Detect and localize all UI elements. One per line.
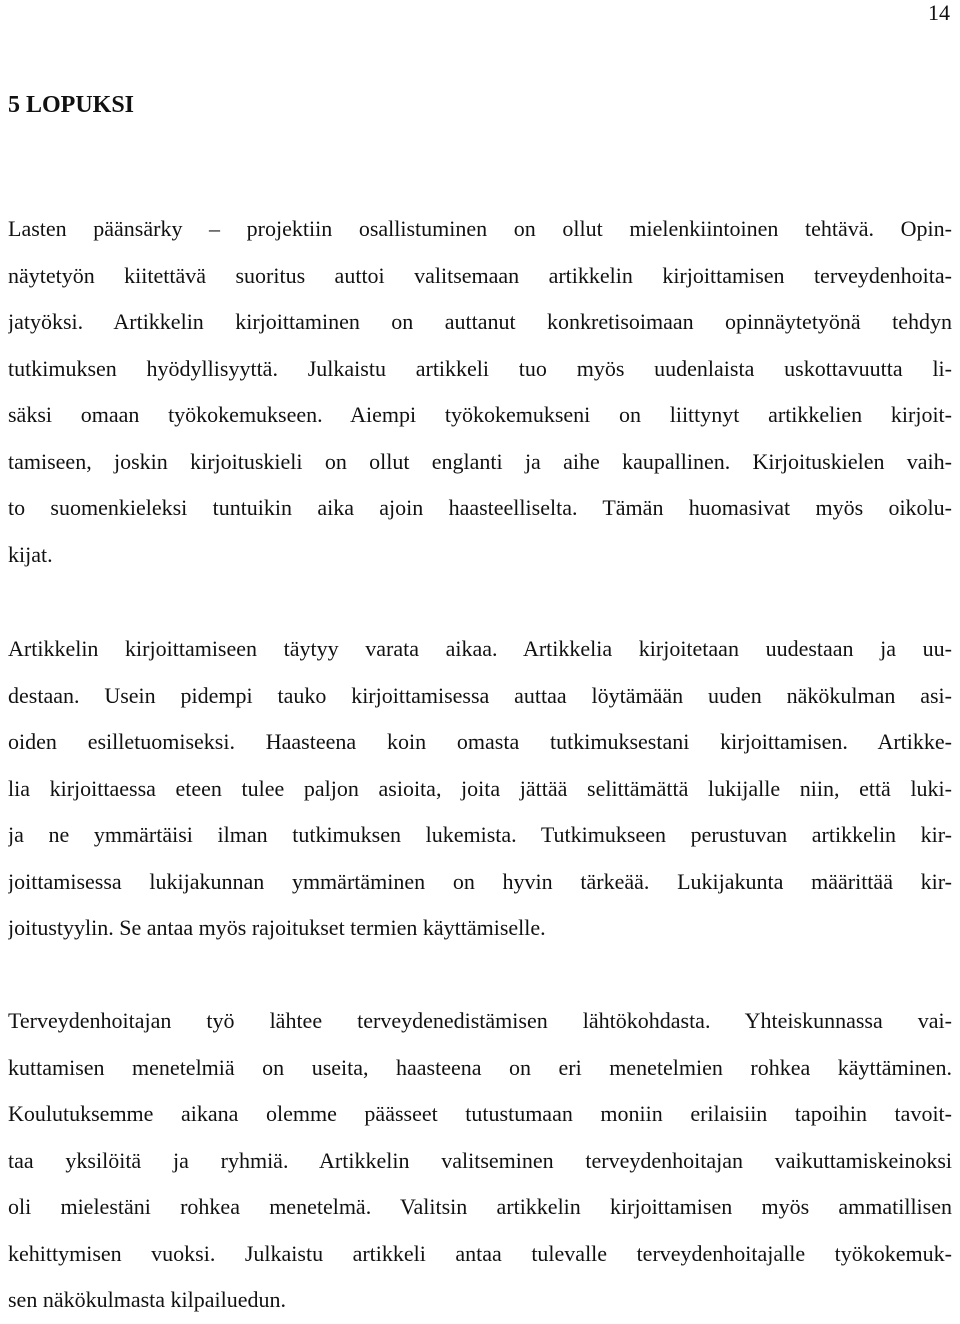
text-line: ja ne ymmärtäisi ilman tutkimuksen lukemista. Tutkimukseen perustuvan artikkelin kir- (8, 822, 952, 847)
text-line: lia kirjoittaessa eteen tulee paljon asioita, joita jättää selittämättä lukijalle niin, että luki- (8, 775, 952, 801)
text-line: oiden esilletuomiseksi. Haasteena koin omasta tutkimuksestani kirjoittamisen. Artikke- (8, 729, 952, 754)
text-line: Koulutuksemme aikana olemme päässeet tutustumaan moniin erilaisiin tapoihin tavoit- (8, 1101, 952, 1126)
paragraph (8, 998, 952, 1324)
text-line: oli mielestäni rohkea menetelmä. Valitsin artikkelin kirjoittamisen myös ammatillisen (8, 1194, 952, 1219)
text-line: kuttamisen menetelmiä on useita, haasteena on eri menetelmien rohkea käyttäminen. (8, 1054, 952, 1080)
text-line: näytetyön kiitettävä suoritus auttoi valitsemaan artikkelin kirjoittamisen terveydenhoita- (8, 262, 952, 288)
text-line: säksi omaan työkokemukseen. Aiempi työkokemukseni on liittynyt artikkelien kirjoit- (8, 402, 952, 427)
text-line: destaan. Usein pidempi tauko kirjoittamisessa auttaa löytämään uuden näkökulman asi- (8, 682, 952, 708)
text-line: Lasten päänsärky – projektiin osallistuminen on ollut mielenkiintoinen tehtävä. Opin- (8, 216, 952, 241)
paragraph (8, 626, 952, 952)
text-line: jatyöksi. Artikkelin kirjoittaminen on auttanut konkretisoimaan opinnäytetyönä tehdyn (8, 309, 952, 334)
text-line: Terveydenhoitajan työ lähtee terveydenedistämisen lähtökohdasta. Yhteiskunnassa vai- (8, 1008, 952, 1033)
paragraph (8, 206, 952, 578)
text-line: joittamisessa lukijakunnan ymmärtäminen on hyvin tärkeää. Lukijakunta määrittää kir- (8, 868, 952, 894)
text-line: Artikkelin kirjoittamiseen täytyy varata aikaa. Artikkelia kirjoitetaan uudestaan ja uu- (8, 636, 952, 661)
section-heading: 5 LOPUKSI (8, 92, 135, 118)
text-line: joitustyylin. Se antaa myös rajoitukset termien käyttämiselle. (8, 915, 546, 940)
text-line: kehittymisen vuoksi. Julkaistu artikkeli antaa tulevalle terveydenhoitajalle työkokemuk- (8, 1240, 952, 1266)
text-line: to suomenkieleksi tuntuikin aika ajoin haasteelliselta. Tämän huomasivat myös oikolu- (8, 495, 952, 520)
page-number: 14 (928, 0, 950, 25)
text-line: tamiseen, joskin kirjoituskieli on ollut englanti ja aihe kaupallinen. Kirjoituskielen vaih- (8, 448, 952, 474)
text-line: taa yksilöitä ja ryhmiä. Artikkelin valitseminen terveydenhoitajan vaikuttamiskeinoksi (8, 1147, 952, 1173)
text-line: tutkimuksen hyödyllisyyttä. Julkaistu artikkeli tuo myös uudenlaista uskottavuutta li- (8, 355, 952, 381)
text-line: kijat. (8, 541, 53, 567)
text-line: sen näkökulmasta kilpailuedun. (8, 1287, 286, 1312)
